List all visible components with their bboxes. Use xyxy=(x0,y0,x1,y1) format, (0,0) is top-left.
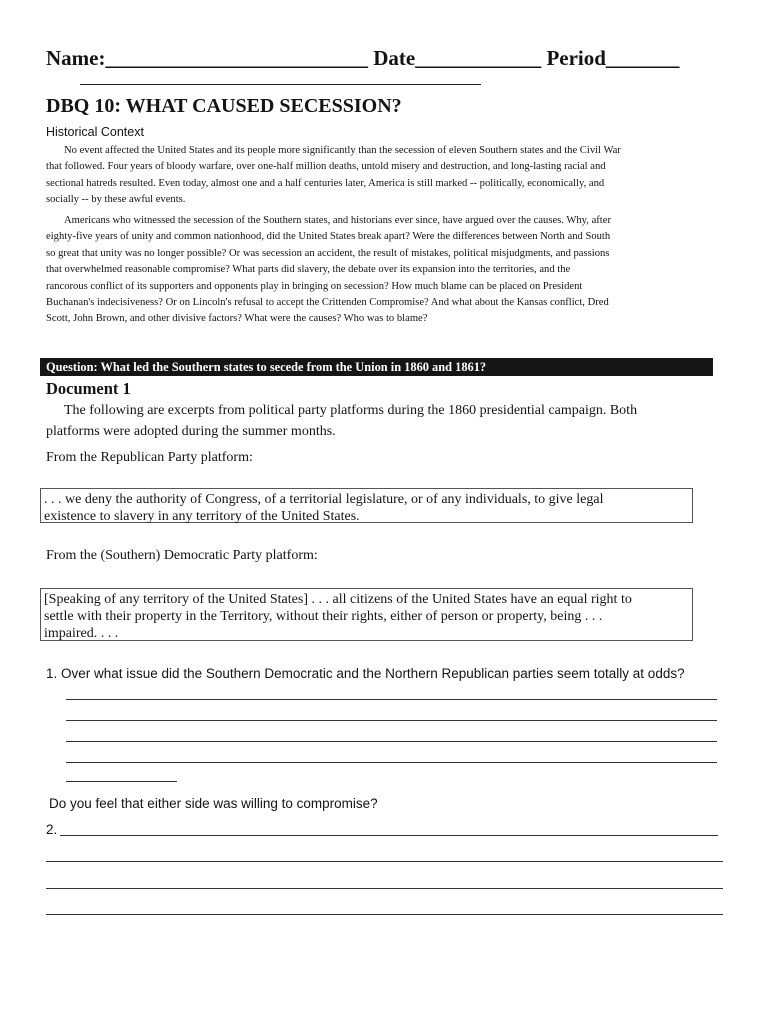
answer-line[interactable] xyxy=(66,741,717,742)
page-title: DBQ 10: WHAT CAUSED SECESSION? xyxy=(46,95,402,117)
democratic-platform-label: From the (Southern) Democratic Party platform: xyxy=(46,548,318,563)
document-1-heading: Document 1 xyxy=(46,379,131,398)
text-line: so great that unity was no longer possible? Or was secession an accident, the result of mistakes, political misjudgments, and passions xyxy=(46,247,610,259)
question-1: 1. Over what issue did the Southern Democratic and the Northern Republican parties seem totally at odds? xyxy=(46,666,685,681)
quote-line: existence to slavery in any territory of the United States. xyxy=(44,509,360,524)
text-line: sectional hatreds resulted. Even today, almost one and a half centuries later, America is still marked -- politically, economically, and xyxy=(46,177,605,189)
name-date-period-line[interactable]: Name:_________________________ Date____________ Period_______ xyxy=(46,46,680,70)
text-line: rancorous conflict of its supporters and opponents play in bringing on secession? How much blame can be placed on President xyxy=(46,280,583,292)
text-line: Americans who witnessed the secession of the Southern states, and historians ever since, have argued over the causes. Why, after xyxy=(64,215,611,226)
historical-context-paragraph-2 xyxy=(46,213,726,328)
document-intro-line-2: platforms were adopted during the summer months. xyxy=(46,424,336,439)
answer-line[interactable] xyxy=(46,914,723,915)
compromise-question: Do you feel that either side was willing to compromise? xyxy=(49,796,378,811)
blank-underline xyxy=(80,84,481,85)
quote-line: [Speaking of any territory of the United States] . . . all citizens of the United States have an equal right to xyxy=(44,592,632,607)
democratic-quote-box xyxy=(40,588,693,641)
answer-line[interactable] xyxy=(46,861,723,862)
text-line: eighty-five years of unity and common nationhood, did the United States break apart? Were the differences between North and South xyxy=(46,231,611,243)
republican-platform-label: From the Republican Party platform: xyxy=(46,450,253,465)
answer-line[interactable] xyxy=(66,762,717,763)
question-2-number: 2. xyxy=(46,822,58,837)
quote-line: impaired. . . . xyxy=(44,626,119,641)
text-line: that overwhelmed reasonable compromise? What parts did slavery, the debate over its expansion into the territories, and the xyxy=(46,264,571,276)
text-line: that followed. Four years of bloody warfare, over one-half million deaths, untold misery and destruction, and long-lasting racial and xyxy=(46,161,606,173)
answer-line[interactable] xyxy=(60,835,718,836)
answer-line[interactable] xyxy=(66,699,717,700)
quote-line: settle with their property in the Territory, without their rights, either of person or property, being . . . xyxy=(44,609,603,624)
text-line: socially -- by these awful events. xyxy=(46,194,186,206)
answer-line[interactable] xyxy=(46,888,723,889)
historical-context-paragraph-1 xyxy=(46,143,726,209)
question-banner: Question: What led the Southern states to secede from the Union in 1860 and 1861? xyxy=(40,358,713,376)
quote-line: . . . we deny the authority of Congress, of a territorial legislature, or of any individuals, to give legal xyxy=(44,492,604,507)
answer-line[interactable] xyxy=(66,720,717,721)
historical-context-label: Historical Context xyxy=(46,125,144,139)
text-line: Scott, John Brown, and other divisive factors? What were the causes? Who was to blame? xyxy=(46,313,428,325)
text-line: No event affected the United States and its people more significantly than the secession of eleven Southern states and the Civil War xyxy=(64,145,621,156)
answer-line[interactable] xyxy=(66,781,177,782)
document-intro-line-1: The following are excerpts from political party platforms during the 1860 presidential campaign. Both xyxy=(64,403,638,418)
republican-quote-box xyxy=(40,488,693,523)
text-line: Buchanan's indecisiveness? Or on Lincoln's refusal to accept the Crittenden Compromise? And what about the Kansas conflict, Dred xyxy=(46,297,609,309)
